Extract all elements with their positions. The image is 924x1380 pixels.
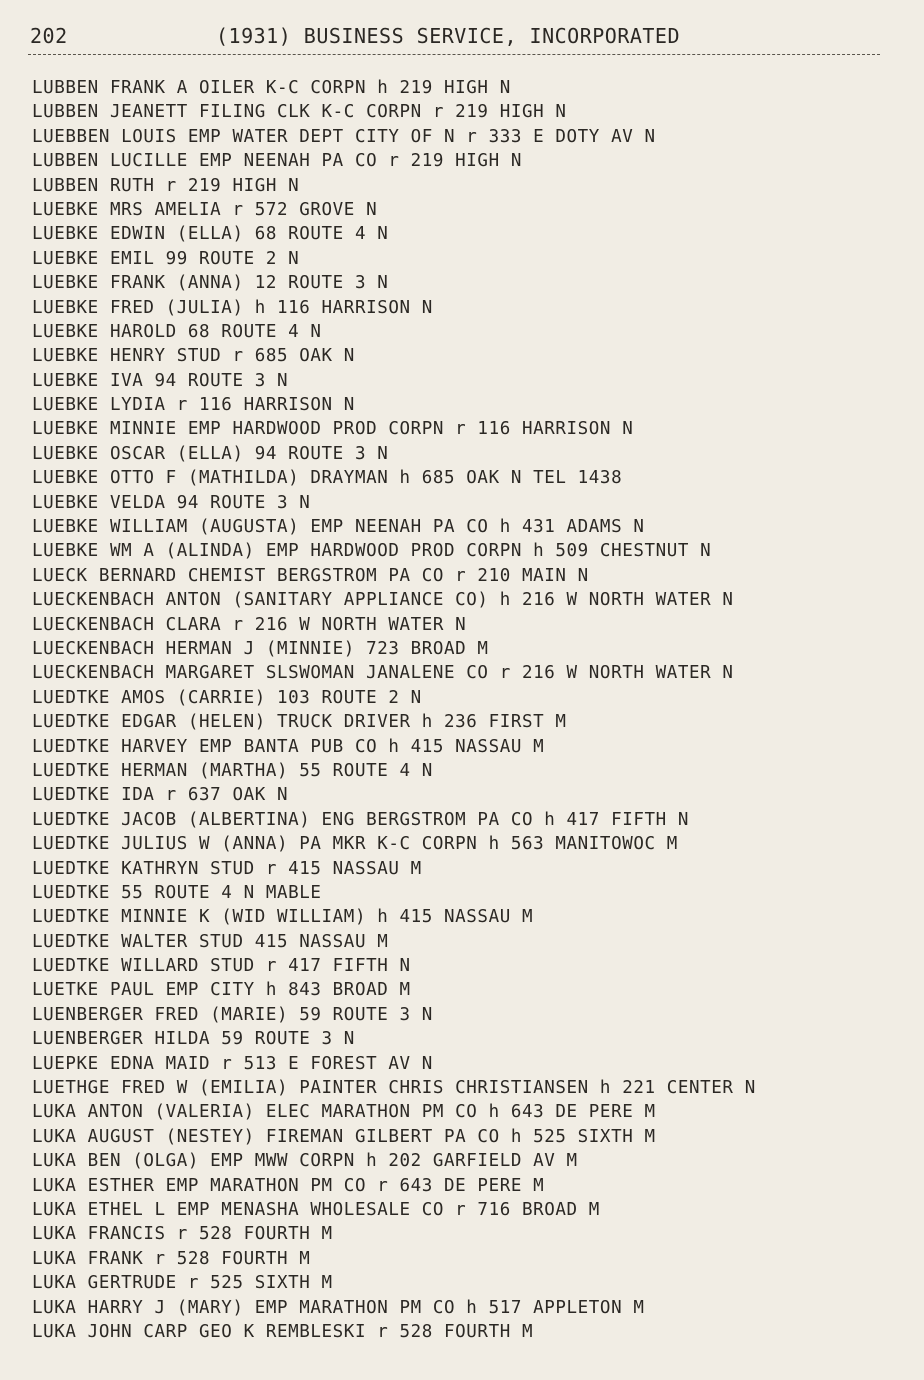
running-title: (1931) BUSINESS SERVICE, INCORPORATED	[216, 24, 681, 48]
directory-entry: LUECKENBACH MARGARET SLSWOMAN JANALENE CO r 216 W NORTH WATER N	[32, 663, 734, 684]
directory-entry: LUEBKE HAROLD 68 ROUTE 4 N	[32, 321, 322, 342]
directory-entry: LUKA FRANCIS r 528 FOURTH M	[32, 1224, 333, 1245]
directory-entry: LUEBKE LYDIA r 116 HARRISON N	[32, 395, 355, 416]
directory-entry: LUEBKE IVA 94 ROUTE 3 N	[32, 370, 289, 391]
directory-entries	[32, 76, 912, 1344]
directory-entry: LUEBKE EMIL 99 ROUTE 2 N	[32, 248, 300, 269]
directory-entry: LUEBKE MRS AMELIA r 572 GROVE N	[32, 199, 378, 220]
directory-entry: LUBBEN LUCILLE EMP NEENAH PA CO r 219 HIGH N	[32, 151, 522, 172]
directory-entry: LUECKENBACH CLARA r 216 W NORTH WATER N	[32, 614, 467, 635]
directory-entry: LUKA JOHN CARP GEO K REMBLESKI r 528 FOURTH M	[32, 1321, 534, 1342]
directory-entry: LUEDTKE 55 ROUTE 4 N MABLE	[32, 882, 322, 903]
directory-entry: LUEDTKE JACOB (ALBERTINA) ENG BERGSTROM PA CO h 417 FIFTH N	[32, 809, 690, 830]
directory-entry: LUBBEN RUTH r 219 HIGH N	[32, 175, 300, 196]
directory-entry: LUENBERGER FRED (MARIE) 59 ROUTE 3 N	[32, 1004, 433, 1025]
directory-entry: LUKA GERTRUDE r 525 SIXTH M	[32, 1273, 333, 1294]
directory-entry: LUEDTKE WILLARD STUD r 417 FIFTH N	[32, 956, 411, 977]
directory-entry: LUKA AUGUST (NESTEY) FIREMAN GILBERT PA CO h 525 SIXTH M	[32, 1126, 656, 1147]
directory-entry: LUEBKE HENRY STUD r 685 OAK N	[32, 346, 355, 367]
directory-entry: LUEBKE OSCAR (ELLA) 94 ROUTE 3 N	[32, 443, 389, 464]
directory-entry: LUECKENBACH HERMAN J (MINNIE) 723 BROAD M	[32, 638, 489, 659]
directory-entry: LUEBKE FRED (JULIA) h 116 HARRISON N	[32, 297, 433, 318]
directory-entry: LUKA HARRY J (MARY) EMP MARATHON PM CO h 517 APPLETON M	[32, 1297, 645, 1318]
directory-entry: LUEBKE MINNIE EMP HARDWOOD PROD CORPN r 116 HARRISON N	[32, 419, 634, 440]
directory-entry: LUKA ETHEL L EMP MENASHA WHOLESALE CO r 716 BROAD M	[32, 1199, 600, 1220]
directory-entry: LUBBEN JEANETT FILING CLK K-C CORPN r 219 HIGH N	[32, 102, 567, 123]
directory-entry: LUEBKE WM A (ALINDA) EMP HARDWOOD PROD CORPN h 509 CHESTNUT N	[32, 541, 712, 562]
directory-entry: LUECKENBACH ANTON (SANITARY APPLIANCE CO) h 216 W NORTH WATER N	[32, 590, 734, 611]
directory-entry: LUEBKE WILLIAM (AUGUSTA) EMP NEENAH PA CO h 431 ADAMS N	[32, 517, 645, 538]
directory-entry: LUETHGE FRED W (EMILIA) PAINTER CHRIS CHRISTIANSEN h 221 CENTER N	[32, 1078, 756, 1099]
directory-entry: LUEDTKE AMOS (CARRIE) 103 ROUTE 2 N	[32, 687, 422, 708]
directory-entry: LUEDTKE EDGAR (HELEN) TRUCK DRIVER h 236 FIRST M	[32, 712, 567, 733]
directory-entry: LUEDTKE MINNIE K (WID WILLIAM) h 415 NASSAU M	[32, 907, 534, 928]
directory-entry: LUENBERGER HILDA 59 ROUTE 3 N	[32, 1029, 355, 1050]
directory-entry: LUKA FRANK r 528 FOURTH M	[32, 1248, 311, 1269]
directory-entry: LUEBKE FRANK (ANNA) 12 ROUTE 3 N	[32, 273, 389, 294]
directory-entry: LUBBEN FRANK A OILER K-C CORPN h 219 HIGH N	[32, 78, 511, 98]
directory-entry: LUEDTKE WALTER STUD 415 NASSAU M	[32, 931, 389, 952]
directory-entry: LUEPKE EDNA MAID r 513 E FOREST AV N	[32, 1053, 433, 1074]
page-number: 202	[30, 24, 68, 48]
directory-entry: LUEDTKE HARVEY EMP BANTA PUB CO h 415 NASSAU M	[32, 736, 545, 757]
directory-entry: LUEDTKE HERMAN (MARTHA) 55 ROUTE 4 N	[32, 760, 433, 781]
page-header	[28, 22, 880, 55]
directory-entry: LUKA BEN (OLGA) EMP MWW CORPN h 202 GARFIELD AV M	[32, 1151, 578, 1172]
directory-entry: LUEBKE VELDA 94 ROUTE 3 N	[32, 492, 311, 513]
directory-entry: LUEBKE OTTO F (MATHILDA) DRAYMAN h 685 OAK N TEL 1438	[32, 468, 623, 489]
directory-entry: LUETKE PAUL EMP CITY h 843 BROAD M	[32, 980, 411, 1001]
directory-entry: LUKA ESTHER EMP MARATHON PM CO r 643 DE PERE M	[32, 1175, 545, 1196]
directory-entry: LUKA ANTON (VALERIA) ELEC MARATHON PM CO h 643 DE PERE M	[32, 1102, 656, 1123]
directory-entry: LUEDTKE IDA r 637 OAK N	[32, 785, 289, 806]
directory-entry: LUECK BERNARD CHEMIST BERGSTROM PA CO r 210 MAIN N	[32, 565, 589, 586]
directory-entry: LUEDTKE JULIUS W (ANNA) PA MKR K-C CORPN h 563 MANITOWOC M	[32, 834, 678, 855]
directory-entry: LUEBBEN LOUIS EMP WATER DEPT CITY OF N r 333 E DOTY AV N	[32, 126, 656, 147]
directory-entry: LUEDTKE KATHRYN STUD r 415 NASSAU M	[32, 858, 422, 879]
directory-entry: LUEBKE EDWIN (ELLA) 68 ROUTE 4 N	[32, 224, 389, 245]
